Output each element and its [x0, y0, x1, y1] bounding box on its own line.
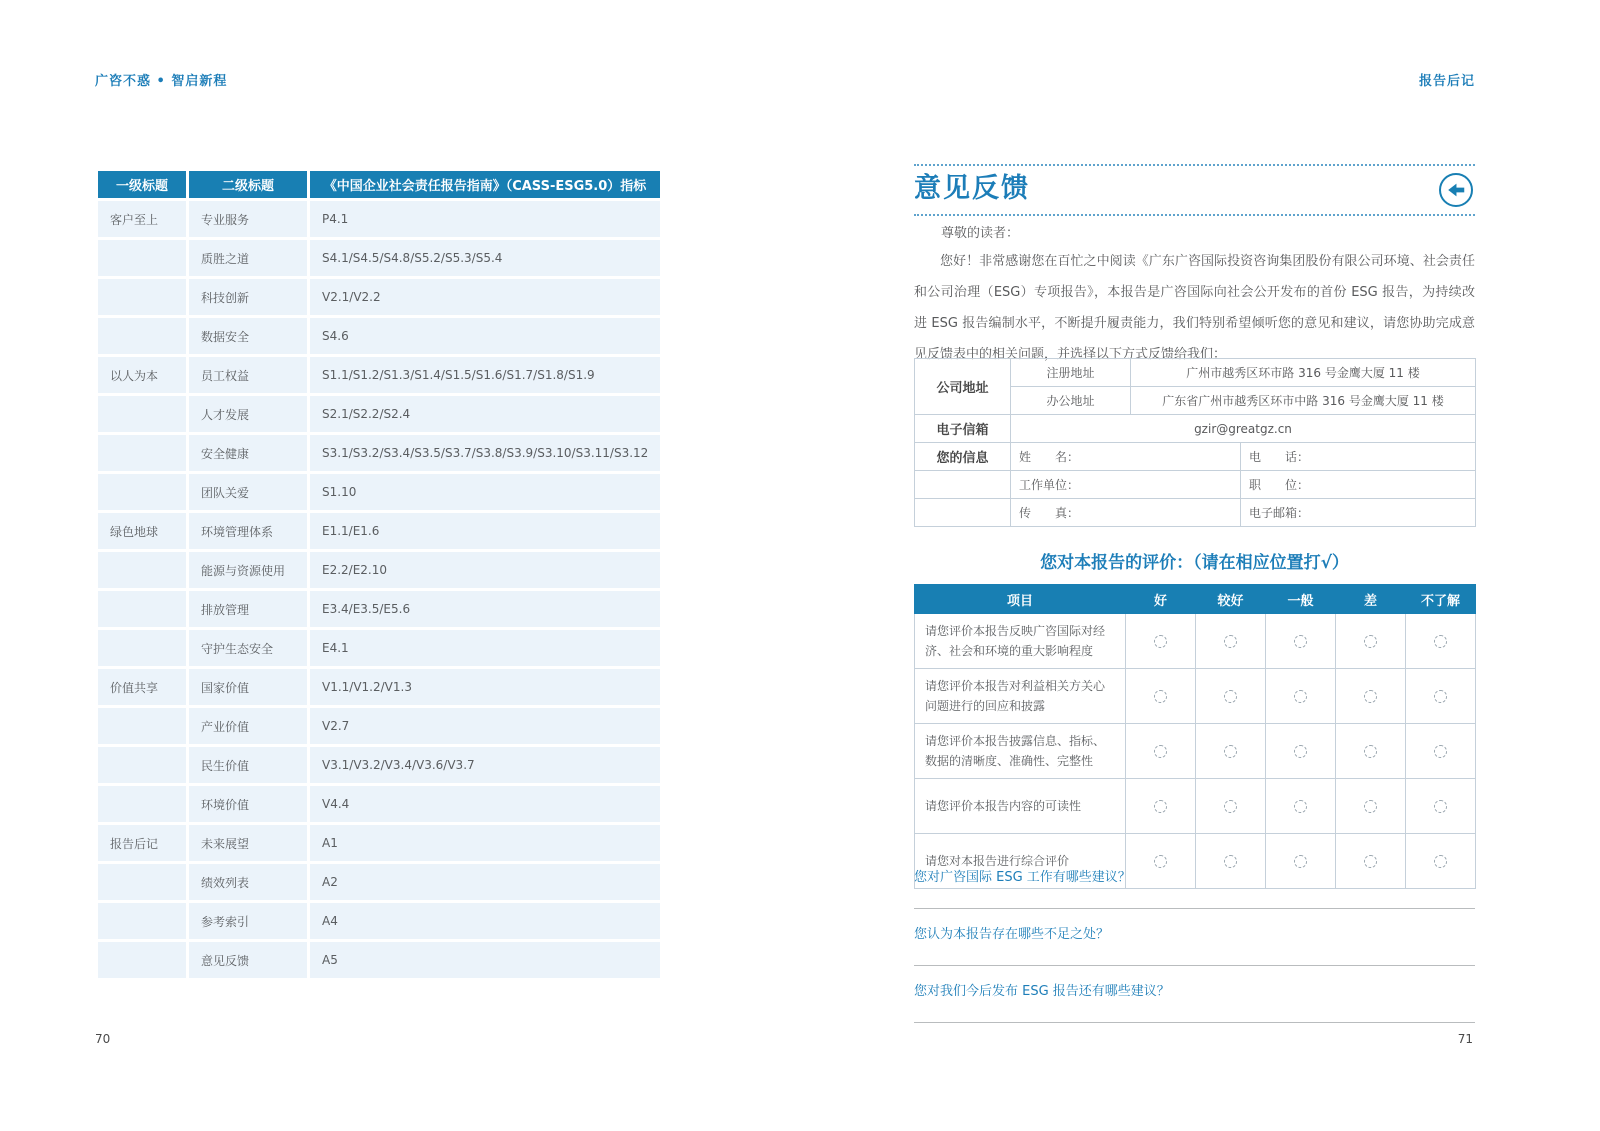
rating-circle: [1434, 635, 1447, 648]
company-address-label: 公司地址: [915, 359, 1011, 415]
level1-cell: [98, 786, 186, 822]
left-arrow-icon: [1445, 179, 1467, 201]
index-table-row: [98, 786, 660, 822]
rating-cell: [1406, 724, 1476, 779]
rating-circle: [1364, 800, 1377, 813]
index-table-body: [98, 201, 660, 978]
index-table-row: [98, 903, 660, 939]
level1-cell: 绿色地球: [98, 513, 186, 549]
index-table-row: [98, 201, 660, 237]
rating-cell: [1266, 779, 1336, 834]
rating-circle: [1434, 800, 1447, 813]
level2-cell: 参考索引: [189, 903, 307, 939]
your-info-empty-cell: [915, 499, 1011, 527]
rating-cell: [1336, 779, 1406, 834]
index-table-row: [98, 357, 660, 393]
level2-cell: 未来展望: [189, 825, 307, 861]
level1-cell: [98, 318, 186, 354]
index-table-row: [98, 552, 660, 588]
rating-circle: [1294, 800, 1307, 813]
evaluation-title: 您对本报告的评价：（请在相应位置打√）: [1040, 553, 1349, 573]
feedback-question-block: [914, 852, 1475, 909]
level1-cell: 价值共享: [98, 669, 186, 705]
level2-cell: 数据安全: [189, 318, 307, 354]
rating-cell: [1336, 669, 1406, 724]
level2-cell: 绩效列表: [189, 864, 307, 900]
index-table-row: [98, 747, 660, 783]
your-info-empty-cell: [915, 471, 1011, 499]
level2-cell: 产业价值: [189, 708, 307, 744]
rating-circle: [1364, 690, 1377, 703]
level2-cell: 排放管理: [189, 591, 307, 627]
index-table-row: [98, 318, 660, 354]
evaluation-question-cell: 请您评价本报告对利益相关方关心问题进行的回应和披露: [915, 669, 1126, 724]
rating-circle: [1294, 635, 1307, 648]
index-table-row: [98, 435, 660, 471]
work-unit-field: 工作单位：: [1011, 471, 1241, 499]
indicator-cell: P4.1: [310, 201, 660, 237]
feedback-question-block: [914, 909, 1475, 966]
feedback-title-bar: [914, 164, 1475, 216]
page-number-right: 71: [1457, 1032, 1473, 1046]
index-table-row: [98, 474, 660, 510]
indicator-cell: A2: [310, 864, 660, 900]
index-table-header-level2: 二级标题: [189, 171, 307, 198]
rating-circle: [1364, 745, 1377, 758]
back-button[interactable]: [1439, 173, 1473, 207]
indicator-cell: S1.1/S1.2/S1.3/S1.4/S1.5/S1.6/S1.7/S1.8/S1.9: [310, 357, 660, 393]
running-header-right: 报告后记: [1418, 74, 1475, 89]
running-header-left: 广咨不惑 • 智启新程: [95, 74, 228, 89]
evaluation-row: [915, 724, 1476, 779]
level1-cell: [98, 279, 186, 315]
level1-cell: [98, 747, 186, 783]
feedback-question-block: [914, 966, 1475, 1023]
rating-circle: [1224, 635, 1237, 648]
indicator-cell: S2.1/S2.2/S2.4: [310, 396, 660, 432]
level1-cell: [98, 396, 186, 432]
indicator-cell: E1.1/E1.6: [310, 513, 660, 549]
level1-cell: 报告后记: [98, 825, 186, 861]
indicator-cell: A1: [310, 825, 660, 861]
feedback-question: 您对我们今后发布 ESG 报告还有哪些建议？: [914, 984, 1170, 999]
rating-circle: [1154, 690, 1167, 703]
contact-row: [915, 415, 1476, 443]
evaluation-question-cell: 请您评价本报告反映广咨国际对经济、社会和环境的重大影响程度: [915, 614, 1126, 669]
level2-cell: 能源与资源使用: [189, 552, 307, 588]
rating-circle: [1294, 690, 1307, 703]
level2-cell: 环境价值: [189, 786, 307, 822]
contact-row: [915, 499, 1476, 527]
contact-row: [915, 359, 1476, 387]
level1-cell: [98, 708, 186, 744]
email-value: gzir@greatgz.cn: [1011, 415, 1476, 443]
level1-cell: [98, 942, 186, 978]
evaluation-table-head-row: [915, 585, 1476, 614]
level2-cell: 人才发展: [189, 396, 307, 432]
rating-cell: [1406, 779, 1476, 834]
level1-cell: [98, 591, 186, 627]
rating-circle: [1154, 635, 1167, 648]
your-info-label: 您的信息: [915, 443, 1011, 471]
indicator-cell: S1.10: [310, 474, 660, 510]
rating-cell: [1406, 614, 1476, 669]
intro-paragraph: 您好！非常感谢您在百忙之中阅读《广东广咨国际投资咨询集团股份有限公司环境、社会责任和公司治理（ESG）专项报告》，本报告是广咨国际向社会公开发布的首份 ESG 报告，为持续改进 ESG 报告编制水平，不断提升履责能力，我们特别希望倾听您的意见和建议，请您协助完成意见反馈表中的相关问题，并选择以下方式反馈给我们：: [914, 254, 1475, 362]
level1-cell: [98, 552, 186, 588]
level1-cell: [98, 630, 186, 666]
rating-cell: [1196, 779, 1266, 834]
rating-circle: [1224, 745, 1237, 758]
office-address-label: 办公地址: [1011, 387, 1131, 415]
rating-cell: [1126, 779, 1196, 834]
level2-cell: 环境管理体系: [189, 513, 307, 549]
indicator-cell: A4: [310, 903, 660, 939]
evaluation-header-item: 项目: [915, 585, 1126, 614]
level1-cell: [98, 903, 186, 939]
indicator-cell: V1.1/V1.2/V1.3: [310, 669, 660, 705]
indicator-cell: V3.1/V3.2/V3.4/V3.6/V3.7: [310, 747, 660, 783]
index-table: [95, 168, 663, 981]
registered-address-value: 广州市越秀区环市路 316 号金鹰大厦 11 楼: [1131, 359, 1476, 387]
position-field: 职 位：: [1241, 471, 1476, 499]
rating-circle: [1224, 690, 1237, 703]
rating-circle: [1154, 745, 1167, 758]
level1-cell: [98, 474, 186, 510]
level2-cell: 安全健康: [189, 435, 307, 471]
level2-cell: 民生价值: [189, 747, 307, 783]
index-table-row: [98, 396, 660, 432]
rating-circle: [1154, 800, 1167, 813]
evaluation-table-body: [915, 614, 1476, 889]
level1-cell: [98, 435, 186, 471]
personal-email-field: 电子邮箱：: [1241, 499, 1476, 527]
index-table-row: [98, 864, 660, 900]
rating-cell: [1336, 724, 1406, 779]
indicator-cell: S4.6: [310, 318, 660, 354]
evaluation-header-rating: 好: [1126, 585, 1196, 614]
contact-row: [915, 443, 1476, 471]
index-table-row: [98, 669, 660, 705]
indicator-cell: V4.4: [310, 786, 660, 822]
rating-circle: [1294, 745, 1307, 758]
indicator-cell: V2.7: [310, 708, 660, 744]
feedback-question: 您对广咨国际 ESG 工作有哪些建议？: [914, 870, 1131, 885]
fax-field: 传 真：: [1011, 499, 1241, 527]
level2-cell: 守护生态安全: [189, 630, 307, 666]
page-title: 意见反馈: [914, 173, 1030, 204]
evaluation-table: [914, 584, 1476, 889]
rating-circle: [1434, 745, 1447, 758]
rating-cell: [1266, 669, 1336, 724]
level1-cell: 以人为本: [98, 357, 186, 393]
level1-cell: [98, 864, 186, 900]
indicator-cell: A5: [310, 942, 660, 978]
evaluation-row: [915, 614, 1476, 669]
index-table-row: [98, 825, 660, 861]
evaluation-row: [915, 669, 1476, 724]
level2-cell: 国家价值: [189, 669, 307, 705]
rating-cell: [1196, 669, 1266, 724]
index-table-row: [98, 591, 660, 627]
evaluation-row: [915, 779, 1476, 834]
feedback-question: 您认为本报告存在哪些不足之处？: [914, 927, 1110, 942]
rating-circle: [1364, 635, 1377, 648]
level2-cell: 团队关爱: [189, 474, 307, 510]
evaluation-header-rating: 差: [1336, 585, 1406, 614]
indicator-cell: E3.4/E3.5/E5.6: [310, 591, 660, 627]
level2-cell: 质胜之道: [189, 240, 307, 276]
rating-cell: [1266, 724, 1336, 779]
contact-table: [914, 358, 1476, 527]
level2-cell: 意见反馈: [189, 942, 307, 978]
phone-field: 电 话：: [1241, 443, 1476, 471]
level2-cell: 员工权益: [189, 357, 307, 393]
rating-cell: [1196, 614, 1266, 669]
page-number-left: 70: [95, 1032, 111, 1046]
evaluation-question-cell: 请您对本报告进行综合评价: [915, 834, 1126, 889]
evaluation-question-cell: 请您评价本报告披露信息、指标、数据的清晰度、准确性、完整性: [915, 724, 1126, 779]
registered-address-label: 注册地址: [1011, 359, 1131, 387]
index-table-row: [98, 240, 660, 276]
rating-cell: [1406, 669, 1476, 724]
indicator-cell: S3.1/S3.2/S3.4/S3.5/S3.7/S3.8/S3.9/S3.10/S3.11/S3.12: [310, 435, 660, 471]
indicator-cell: E2.2/E2.10: [310, 552, 660, 588]
level2-cell: 科技创新: [189, 279, 307, 315]
rating-cell: [1196, 724, 1266, 779]
salutation: 尊敬的读者：: [941, 226, 1020, 241]
evaluation-header-rating: 较好: [1196, 585, 1266, 614]
open-questions: [914, 852, 1475, 1023]
rating-circle: [1224, 800, 1237, 813]
evaluation-header-rating: 不了解: [1406, 585, 1476, 614]
level1-cell: [98, 240, 186, 276]
index-table-row: [98, 708, 660, 744]
rating-cell: [1336, 614, 1406, 669]
level1-cell: 客户至上: [98, 201, 186, 237]
name-field: 姓 名：: [1011, 443, 1241, 471]
indicator-cell: E4.1: [310, 630, 660, 666]
rating-cell: [1126, 669, 1196, 724]
index-table-row: [98, 513, 660, 549]
office-address-value: 广东省广州市越秀区环市中路 316 号金鹰大厦 11 楼: [1131, 387, 1476, 415]
rating-cell: [1266, 614, 1336, 669]
index-table-row: [98, 630, 660, 666]
index-table-header-level1: 一级标题: [98, 171, 186, 198]
rating-cell: [1126, 724, 1196, 779]
index-table-row: [98, 279, 660, 315]
index-table-header-row: [98, 171, 660, 198]
indicator-cell: V2.1/V2.2: [310, 279, 660, 315]
index-table-row: [98, 942, 660, 978]
contact-row: [915, 471, 1476, 499]
index-table-header-indicator: 《中国企业社会责任报告指南》（CASS-ESG5.0）指标: [310, 171, 660, 198]
rating-cell: [1126, 614, 1196, 669]
email-label: 电子信箱: [915, 415, 1011, 443]
evaluation-header-rating: 一般: [1266, 585, 1336, 614]
level2-cell: 专业服务: [189, 201, 307, 237]
evaluation-question-cell: 请您评价本报告内容的可读性: [915, 779, 1126, 834]
rating-circle: [1434, 690, 1447, 703]
indicator-cell: S4.1/S4.5/S4.8/S5.2/S5.3/S5.4: [310, 240, 660, 276]
